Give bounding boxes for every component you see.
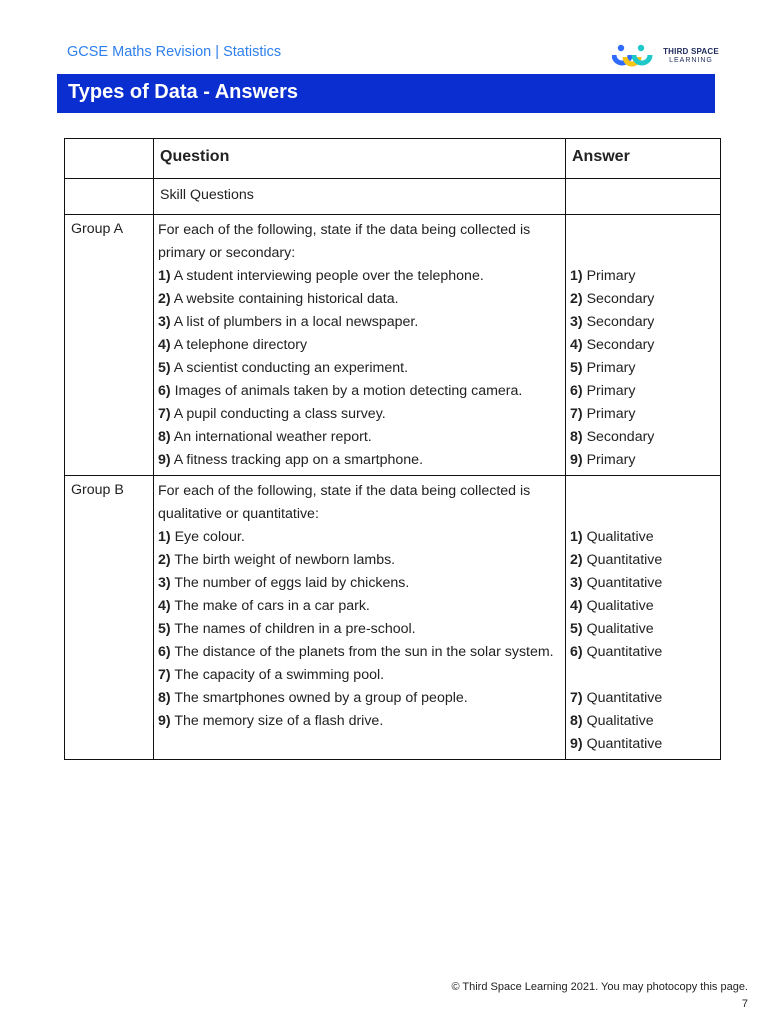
question-text: A fitness tracking app on a smartphone. [173, 452, 424, 468]
item-number: 4) [158, 337, 171, 353]
answer-number: 9) [570, 452, 583, 468]
skill-questions-label: Skill Questions [154, 179, 566, 215]
answer-text: Quantitative [586, 690, 663, 706]
skill-answer-blank-cell [566, 179, 721, 215]
group-a-intro: For each of the following, state if the data being collected is primary or secondary: [158, 222, 531, 261]
question-text: The make of cars in a car park. [174, 598, 370, 614]
answer-number: 6) [570, 644, 583, 660]
answer-text: Qualitative [586, 529, 654, 545]
list-item [158, 403, 561, 426]
question-text: Images of animals taken by a motion detecting camera. [174, 383, 523, 399]
answer-text: Quantitative [586, 644, 663, 660]
group-a-answers [566, 215, 721, 476]
logo-line1: THIRD SPACE [663, 47, 719, 56]
answer-item [570, 641, 718, 664]
answer-number: 7) [570, 690, 583, 706]
list-item [158, 449, 561, 472]
item-number: 9) [158, 452, 171, 468]
group-a-label: Group A [65, 215, 154, 476]
page-number: 7 [741, 998, 748, 1010]
answer-item [570, 357, 718, 380]
answer-text: Qualitative [586, 598, 654, 614]
answer-text: Qualitative [586, 713, 654, 729]
answer-item [570, 710, 718, 733]
answer-item [570, 733, 718, 756]
answer-number: 2) [570, 552, 583, 568]
answer-text: Primary [586, 268, 636, 284]
list-item [158, 334, 561, 357]
answer-number: 5) [570, 360, 583, 376]
logo-line2: LEARNING [669, 57, 713, 64]
list-item [158, 572, 561, 595]
question-text: A student interviewing people over the telephone. [173, 268, 484, 284]
group-b-answers [566, 476, 721, 760]
answer-item [570, 403, 718, 426]
item-number: 5) [158, 360, 171, 376]
question-text: The distance of the planets from the sun in the solar system. [174, 644, 554, 660]
group-b-row [65, 476, 721, 760]
answer-item [570, 595, 718, 618]
answer-item [570, 380, 718, 403]
header-blank-cell [65, 139, 154, 179]
answer-text: Quantitative [586, 575, 663, 591]
answer-number: 7) [570, 406, 583, 422]
item-number: 8) [158, 429, 171, 445]
logo-wordmark [658, 47, 724, 65]
skill-blank-cell [65, 179, 154, 215]
question-text: A list of plumbers in a local newspaper. [173, 314, 419, 330]
answer-text: Primary [586, 360, 636, 376]
item-number: 8) [158, 690, 171, 706]
answers-table [64, 138, 721, 760]
question-text: The memory size of a flash drive. [174, 713, 384, 729]
list-item [158, 288, 561, 311]
item-number: 5) [158, 621, 171, 637]
item-number: 1) [158, 268, 171, 284]
footer-copyright: © Third Space Learning 2021. You may photocopy this page. [451, 981, 748, 993]
answer-number: 3) [570, 575, 583, 591]
group-b-questions [154, 476, 566, 760]
list-item [158, 618, 561, 641]
list-item [158, 357, 561, 380]
list-item [158, 687, 561, 710]
answer-number: 3) [570, 314, 583, 330]
answer-number: 4) [570, 598, 583, 614]
answer-text: Primary [586, 383, 636, 399]
column-header-question: Question [154, 139, 566, 179]
question-text: An international weather report. [173, 429, 372, 445]
answer-item [570, 288, 718, 311]
item-number: 2) [158, 291, 171, 307]
answer-number: 5) [570, 621, 583, 637]
list-item [158, 595, 561, 618]
answer-number: 6) [570, 383, 583, 399]
question-text: The birth weight of newborn lambs. [174, 552, 396, 568]
answer-number: 9) [570, 736, 583, 752]
table-header-row [65, 139, 721, 179]
answer-text: Quantitative [586, 552, 663, 568]
item-number: 3) [158, 314, 171, 330]
list-item [158, 549, 561, 572]
answer-number: 8) [570, 429, 583, 445]
answer-item [570, 618, 718, 641]
question-text: The number of eggs laid by chickens. [174, 575, 410, 591]
question-text: A telephone directory [173, 337, 308, 353]
question-text: The smartphones owned by a group of people. [174, 690, 468, 706]
item-number: 1) [158, 529, 171, 545]
group-a-row [65, 215, 721, 476]
question-text: A website containing historical data. [173, 291, 399, 307]
item-number: 6) [158, 383, 171, 399]
third-space-learning-logo [612, 44, 724, 68]
answer-text: Primary [586, 452, 636, 468]
list-item [158, 311, 561, 334]
header-subtitle: GCSE Maths Revision | Statistics [67, 44, 282, 60]
answer-number: 1) [570, 268, 583, 284]
question-text: The capacity of a swimming pool. [174, 667, 385, 683]
answer-number: 8) [570, 713, 583, 729]
item-number: 6) [158, 644, 171, 660]
list-item [158, 710, 561, 733]
answer-text: Secondary [586, 291, 655, 307]
answer-text: Quantitative [586, 736, 663, 752]
list-item [158, 526, 561, 549]
list-item [158, 664, 561, 687]
item-number: 2) [158, 552, 171, 568]
answer-item [570, 449, 718, 472]
question-text: The names of children in a pre-school. [174, 621, 416, 637]
answer-number: 4) [570, 337, 583, 353]
item-number: 7) [158, 667, 171, 683]
item-number: 9) [158, 713, 171, 729]
group-b-intro: For each of the following, state if the data being collected is qualitative or quantitative: [158, 483, 531, 522]
question-text: Eye colour. [174, 529, 245, 545]
item-number: 3) [158, 575, 171, 591]
answer-item [570, 526, 718, 549]
column-header-answer: Answer [566, 139, 721, 179]
answer-text: Primary [586, 406, 636, 422]
list-item [158, 265, 561, 288]
answer-item [570, 572, 718, 595]
answer-number: 1) [570, 529, 583, 545]
list-item [158, 380, 561, 403]
answer-item [570, 687, 718, 710]
group-b-label: Group B [65, 476, 154, 760]
answer-number: 2) [570, 291, 583, 307]
answer-item [570, 426, 718, 449]
question-text: A scientist conducting an experiment. [173, 360, 409, 376]
item-number: 4) [158, 598, 171, 614]
logo-mark-icon [612, 44, 658, 68]
answer-item [570, 549, 718, 572]
answer-item [570, 311, 718, 334]
answer-item [570, 334, 718, 357]
list-item [158, 641, 561, 664]
list-item [158, 426, 561, 449]
question-text: A pupil conducting a class survey. [173, 406, 386, 422]
page-title: Types of Data - Answers [57, 74, 715, 113]
answer-text: Qualitative [586, 621, 654, 637]
item-number: 7) [158, 406, 171, 422]
skill-questions-row [65, 179, 721, 215]
group-a-questions [154, 215, 566, 476]
answer-text: Secondary [586, 314, 655, 330]
answer-text: Secondary [586, 429, 655, 445]
answer-item [570, 265, 718, 288]
answer-text: Secondary [586, 337, 655, 353]
